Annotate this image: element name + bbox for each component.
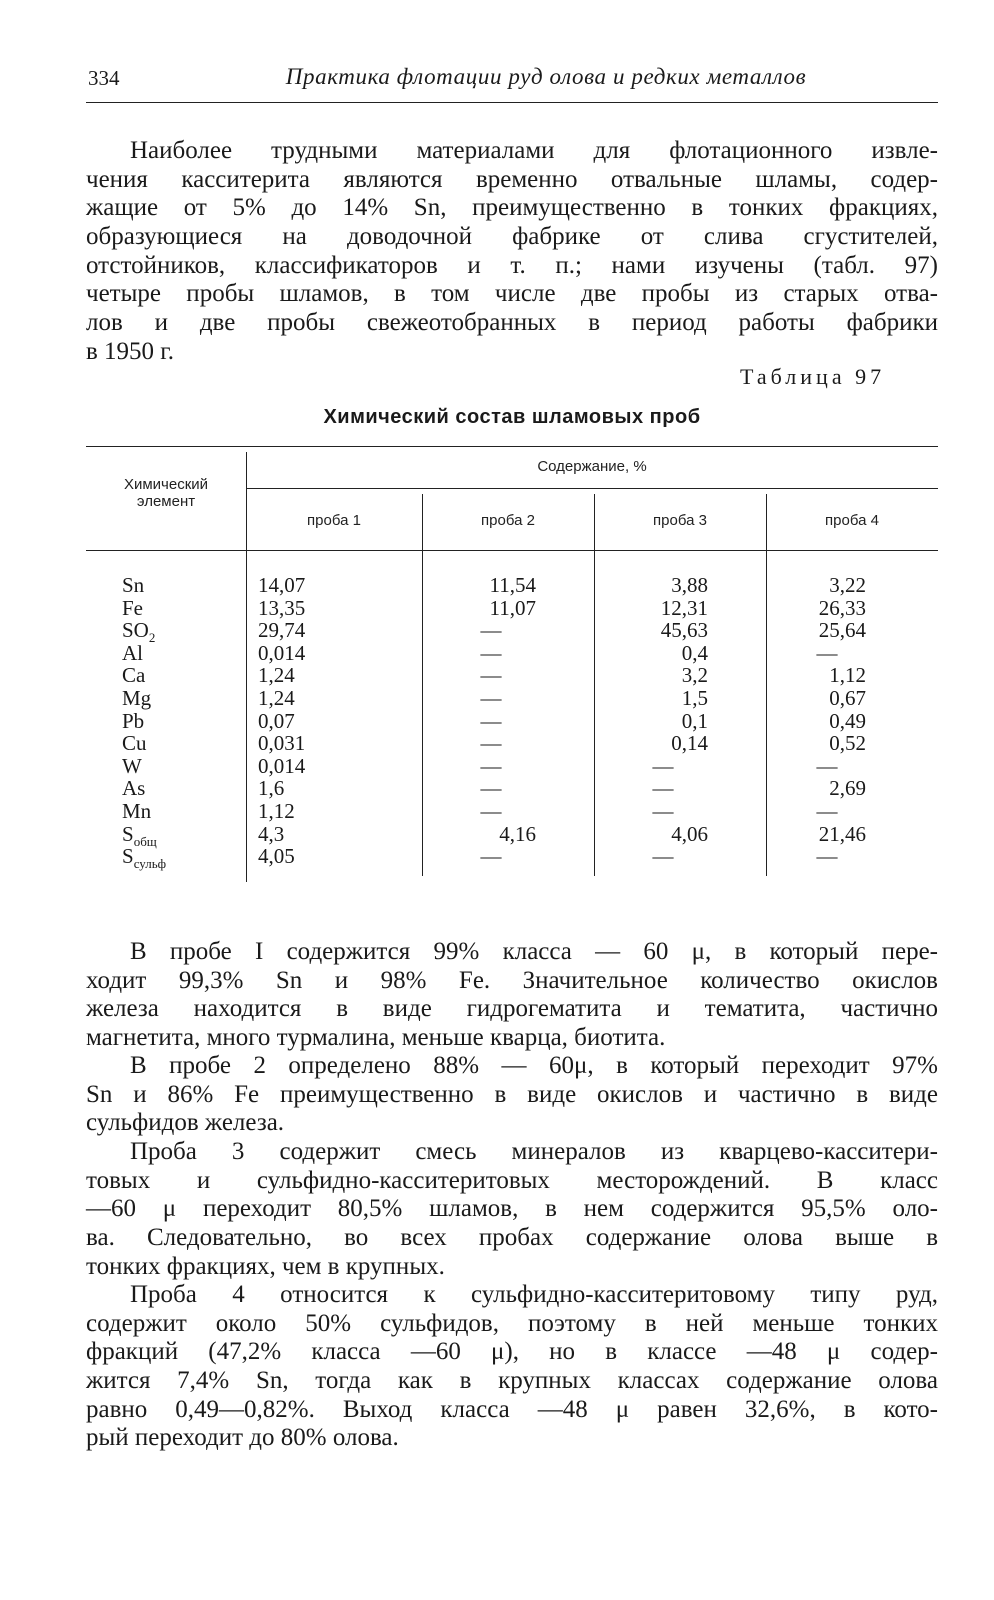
text-line (86, 1253, 938, 1282)
header-sample-1: проба 1 (307, 512, 361, 529)
value-cell: 0,014 (258, 640, 306, 665)
element-cell: Al (122, 640, 143, 665)
header-element-line: элемент (136, 493, 196, 510)
page-number: 334 (88, 66, 120, 90)
paragraph-sample-3 (86, 1138, 938, 1281)
element-cell: Sn (122, 573, 145, 597)
header-sample-2: проба 2 (481, 512, 535, 529)
value-cell: 1,12 (829, 663, 866, 688)
table-divider (422, 494, 423, 876)
line-text: железа находится в виде гидрогематита и тематита, частично (86, 995, 938, 1023)
line-text: —60 μ переходит 80,5% шламов, в нем содержится 95,5% оло- (86, 1195, 938, 1223)
text-line (86, 1138, 938, 1167)
value-cell: — (480, 798, 502, 823)
line-text: сульфидов железа. (86, 1109, 285, 1137)
line-text: Проба 4 относится к сульфидно-касситеритовому типу руд, (130, 1281, 938, 1308)
table-top-rule (86, 446, 938, 447)
text-line (86, 166, 938, 195)
element-cell: Pb (122, 708, 145, 733)
line-text: Наиболее трудными материалами для флотационного извле- (130, 137, 938, 164)
element-column (122, 573, 232, 872)
value-cell: 14,07 (258, 573, 306, 597)
value-cell: — (652, 753, 674, 778)
intro-paragraph (86, 137, 938, 367)
value-cell: — (816, 640, 838, 665)
value-cell: — (652, 844, 674, 869)
line-text: В пробе 2 определено 88% — 60μ, в который переходит 97% (130, 1052, 938, 1079)
table-subheader-rule (246, 488, 938, 489)
text-line (86, 252, 938, 281)
header-sample-4: проба 4 (825, 512, 879, 529)
text-line (86, 1424, 938, 1453)
element-cell: Ca (122, 663, 146, 688)
value-cell: — (816, 753, 838, 778)
line-text: ва. Следовательно, во всех пробах содержание олова выше в (86, 1224, 938, 1252)
line-text: В пробе I содержится 99% класса — 60 μ, в который пере- (130, 938, 938, 965)
text-line (86, 1109, 938, 1138)
line-text: магнетита, много турмалина, меньше кварца, биотита. (86, 1024, 666, 1052)
value-cell: 0,14 (671, 731, 708, 756)
text-line (86, 1338, 938, 1367)
paragraph-sample-1 (86, 938, 938, 1053)
table-label: Таблица 97 (740, 364, 886, 389)
text-line (86, 137, 938, 166)
header-element-line: Химический (123, 476, 209, 493)
text-line (86, 1052, 938, 1081)
line-text: Sn и 86% Fe преимущественно в виде окислов и частично в виде (86, 1080, 938, 1108)
value-cell: 4,06 (671, 821, 708, 846)
text-line (86, 1081, 938, 1110)
value-cell: 0,49 (829, 708, 866, 733)
value-cell: 11,07 (489, 595, 536, 620)
sample-4-column (788, 574, 866, 868)
value-cell: 26,33 (818, 595, 866, 620)
line-text: чения касситерита являются временно отвальные шламы, содер- (86, 165, 938, 193)
header-sample-3: проба 3 (653, 512, 707, 529)
header-content: Содержание, % (537, 458, 647, 475)
text-line (86, 1310, 938, 1339)
text-line (86, 338, 938, 367)
text-line (86, 1396, 938, 1425)
value-cell: 3,22 (829, 573, 866, 597)
value-cell: 0,07 (258, 708, 295, 733)
element-cell: Fe (122, 595, 143, 620)
value-cell: 1,24 (258, 685, 295, 710)
line-text: лов и две пробы свежеотобранных в период работы фабрики (86, 309, 938, 337)
element-cell: W (122, 753, 142, 778)
value-cell: 4,05 (258, 844, 295, 869)
line-text: тонких фракциях, чем в крупных. (86, 1252, 445, 1280)
text-line (86, 1281, 938, 1310)
element-cell: Mg (122, 685, 152, 710)
element-cell: $S_{сульф}$ (122, 844, 167, 872)
value-cell: 12,31 (660, 595, 708, 620)
value-cell: 4,16 (499, 821, 536, 846)
value-cell: 29,74 (258, 618, 306, 643)
value-cell: — (480, 685, 502, 710)
value-cell: — (480, 731, 502, 756)
line-text: товых и сульфидно-касситеритовых месторождений. В класс (86, 1166, 938, 1194)
value-cell: 0,52 (829, 731, 866, 756)
value-cell: 1,6 (258, 776, 285, 801)
value-cell: 0,031 (258, 731, 306, 756)
value-cell: — (480, 844, 502, 869)
line-text: четыре пробы шламов, в том числе две пробы из старых отва- (86, 280, 938, 308)
line-text: отстойников, классификаторов и т. п.; нами изучены (табл. 97) (86, 251, 938, 279)
value-cell: — (816, 844, 838, 869)
value-cell: 3,88 (671, 573, 708, 597)
value-cell: 1,12 (258, 798, 295, 823)
value-cell: — (480, 708, 502, 733)
value-cell: — (480, 776, 502, 801)
value-cell: 4,3 (258, 821, 285, 846)
value-cell: 21,46 (818, 821, 866, 846)
composition-table (86, 446, 938, 886)
value-cell: 2,69 (829, 776, 866, 801)
paragraph-sample-4 (86, 1281, 938, 1453)
line-text: жится 7,4% Sn, тогда как в крупных классах содержание олова (86, 1367, 938, 1395)
value-cell: 0,1 (681, 708, 708, 733)
value-cell: — (480, 663, 502, 688)
value-cell: — (652, 776, 674, 801)
element-cell: $S_{общ}$ (122, 821, 157, 849)
text-line (86, 280, 938, 309)
element-cell: Mn (122, 798, 152, 823)
paragraph-sample-2 (86, 1052, 938, 1138)
value-cell: — (480, 618, 502, 643)
value-cell: — (652, 798, 674, 823)
text-line (86, 194, 938, 223)
sample-2-column (446, 574, 536, 868)
line-text: рый переходит до 80% олова. (86, 1424, 399, 1452)
value-cell: — (816, 798, 838, 823)
value-cell: 0,014 (258, 753, 306, 778)
table-title: Химический состав шламовых проб (323, 406, 701, 428)
line-text: в 1950 г. (86, 337, 174, 365)
sample-1-column (258, 574, 338, 868)
text-line (86, 223, 938, 252)
text-line (86, 1195, 938, 1224)
text-line (86, 938, 938, 967)
line-text: фракций (47,2% класса —60 μ), но в классе —48 μ содер- (86, 1338, 938, 1366)
value-cell: — (480, 640, 502, 665)
sample-3-column (618, 574, 708, 868)
value-cell: 0,4 (681, 640, 708, 665)
running-title: Практика флотации руд олова и редких металлов (285, 64, 807, 89)
value-cell: 13,35 (258, 595, 306, 620)
text-line (86, 1367, 938, 1396)
line-text: ходит 99,3% Sn и 98% Fe. Значительное количество окислов (86, 966, 938, 994)
value-cell: 25,64 (818, 618, 866, 643)
text-line (86, 1167, 938, 1196)
text-line (86, 309, 938, 338)
line-text: образующиеся на доводочной фабрике от слива сгустителей, (86, 223, 938, 251)
element-cell: As (122, 776, 146, 801)
page-header (86, 62, 938, 103)
element-cell: $SO_2$ (122, 618, 156, 646)
text-line (86, 1024, 938, 1053)
value-cell: 45,63 (660, 618, 708, 643)
line-text: равно 0,49—0,82%. Выход класса —48 μ равен 32,6%, в кото- (86, 1395, 938, 1423)
value-cell: 11,54 (489, 573, 536, 597)
value-cell: 3,2 (681, 663, 708, 688)
table-divider (766, 494, 767, 876)
line-text: жащие от 5% до 14% Sn, преимущественно в тонких фракциях, (86, 194, 938, 222)
text-line (86, 1224, 938, 1253)
value-cell: 1,5 (681, 685, 708, 710)
line-text: содержит около 50% сульфидов, поэтому в ней меньше тонких (86, 1309, 938, 1337)
table-divider (594, 494, 595, 876)
line-text: Проба 3 содержит смесь минералов из кварцево-касситери- (130, 1138, 938, 1165)
header-element (86, 476, 246, 510)
element-cell: Cu (122, 731, 147, 756)
value-cell: 1,24 (258, 663, 295, 688)
table-header-rule (86, 550, 938, 551)
value-cell: 0,67 (829, 685, 866, 710)
text-line (86, 967, 938, 996)
value-cell: — (480, 753, 502, 778)
text-line (86, 995, 938, 1024)
